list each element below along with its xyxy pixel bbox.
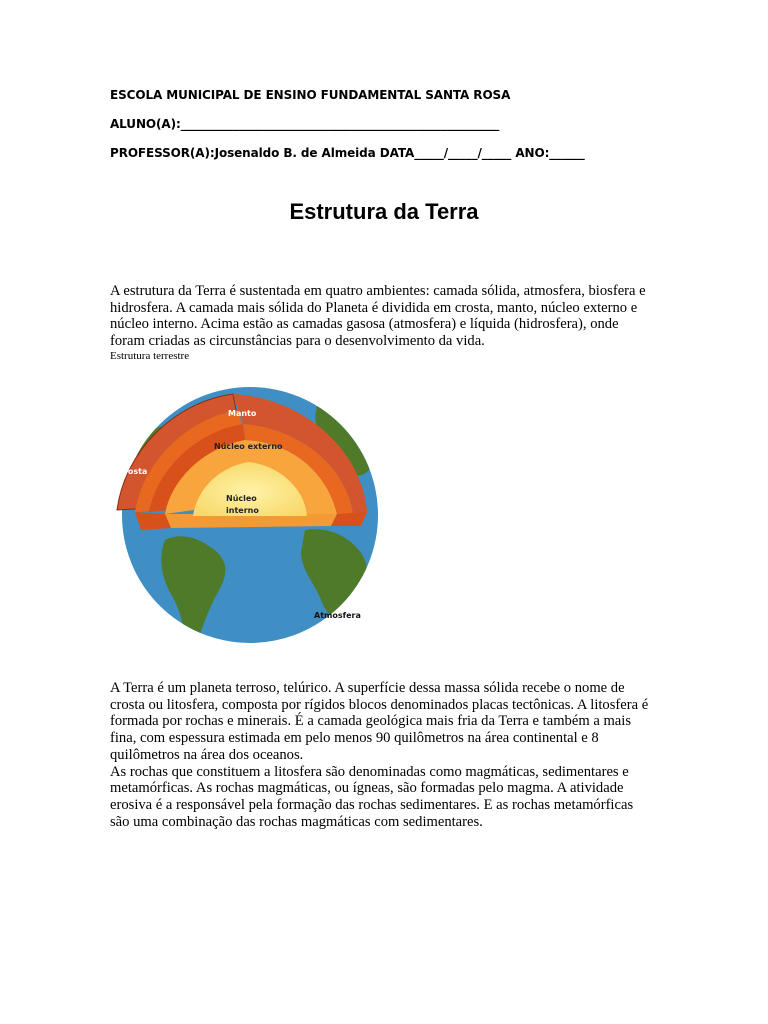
page-title: Estrutura da Terra	[289, 199, 479, 224]
paragraph-rocks: As rochas que constituem a litosfera são denominadas como magmáticas, sedimentares e metamórficas. As rochas magmáticas, ou ígneas, são formadas pelo magma. A atividade erosiva é a responsável pela formação das rochas sedimentares. E as rochas metamórficas são uma combinação das rochas magmáticas com sedimentares.	[110, 763, 634, 830]
label-nucleo-interno-2: interno	[226, 506, 259, 515]
teacher-date-line: PROFESSOR(A):Josenaldo B. de Almeida DATA_____/_____/_____ ANO:______	[110, 146, 585, 160]
intro-paragraph: A estrutura da Terra é sustentada em quatro ambientes: camada sólida, atmosfera, biosfera e hidrosfera. A camada mais sólida do Planeta é dividida em crosta, manto, núcleo externo e núcleo interno. Acima estão as camadas gasosa (atmosfera) e líquida (hidrosfera), onde foram criadas as circunstâncias para o desenvolvimento da vida.	[110, 283, 646, 350]
earth-structure-illustration	[105, 380, 395, 650]
figure-caption: Estrutura terrestre	[110, 350, 190, 362]
student-field: ALUNO(A):______________________________________________________	[110, 117, 500, 131]
paragraph-lithosphere: A Terra é um planeta terroso, telúrico. A superfície dessa massa sólida recebe o nome de crosta ou litosfera, composta por rígidos blocos denominados placas tectônicas. A litosfera é formada por rochas e minerais. É a camada geológica mais fria da Terra e também a mais fina, com espessura estimada em pelo menos 90 quilômetros na área continental e 8 quilômetros na área dos oceanos.	[110, 680, 649, 763]
label-crosta: Crosta	[118, 467, 148, 476]
label-manto: Manto	[228, 409, 257, 418]
label-nucleo-externo: Núcleo externo	[214, 442, 283, 451]
body-text	[110, 680, 655, 830]
label-nucleo-interno-1: Núcleo	[226, 494, 257, 503]
outer-core-bottom	[165, 514, 337, 528]
school-name: ESCOLA MUNICIPAL DE ENSINO FUNDAMENTAL SANTA ROSA	[110, 88, 511, 102]
label-atmosfera: Atmosfera	[314, 611, 361, 620]
